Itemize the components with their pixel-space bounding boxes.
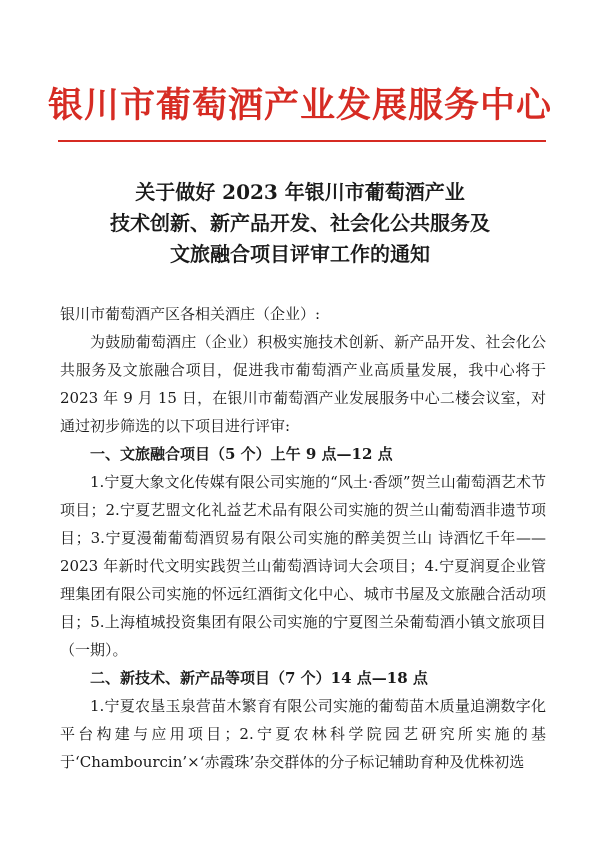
org-name-header: 银川市葡萄酒产业发展服务中心	[47, 86, 552, 126]
section-1-body: 1.宁夏大象文化传媒有限公司实施的“风土·香颂”贺兰山葡萄酒艺术节项目；2.宁夏艺盟文化礼益艺术品有限公司实施的贺兰山葡萄酒非遗节项目；3.宁夏漫葡葡萄酒贸易有限公司实施的醉美贺兰山 诗酒忆千年——2023 年新时代文明实践贺兰山葡萄酒诗词大会项目；4.宁夏润夏企业管理集团有限公司实施的怀远红酒街文化中心、城市书屋及文旅融合活动项目；5.上海植城投资集团有限公司实施的宁夏图兰朵葡萄酒小镇文旅项目（一期）。	[60, 473, 546, 659]
section-2-body: 1.宁夏农垦玉泉营苗木繁育有限公司实施的葡萄苗木质量追溯数字化平台构建与应用项目；2.宁夏农林科学院园艺研究所实施的基于‘Chambourcin’×‘赤霞珠’杂交群体的分子标记辅助育种及优株初选	[60, 697, 546, 771]
notice-title-line-3: 文旅融合项目评审工作的通知	[170, 242, 430, 266]
intro-paragraph: 为鼓励葡萄酒庄（企业）积极实施技术创新、新产品开发、社会化公共服务及文旅融合项目，促进我市葡萄酒产业高质量发展，我中心将于 2023 年 9 月 15 日，在银川市葡萄酒产业发展服务中心二楼会议室，对通过初步筛选的以下项目进行评审:	[60, 333, 546, 435]
section-2-heading: 二、新技术、新产品等项目（7 个）14 点—18 点	[90, 669, 428, 687]
section-1-heading: 一、文旅融合项目（5 个）上午 9 点—12 点	[90, 445, 393, 463]
salutation: 银川市葡萄酒产区各相关酒庄（企业）:	[60, 305, 321, 323]
notice-title-line-1: 关于做好 2023 年银川市葡萄酒产业	[135, 180, 465, 204]
notice-title	[0, 177, 600, 270]
notice-body	[60, 300, 546, 776]
header-divider	[58, 140, 546, 142]
notice-title-line-2: 技术创新、新产品开发、社会化公共服务及	[110, 211, 490, 235]
